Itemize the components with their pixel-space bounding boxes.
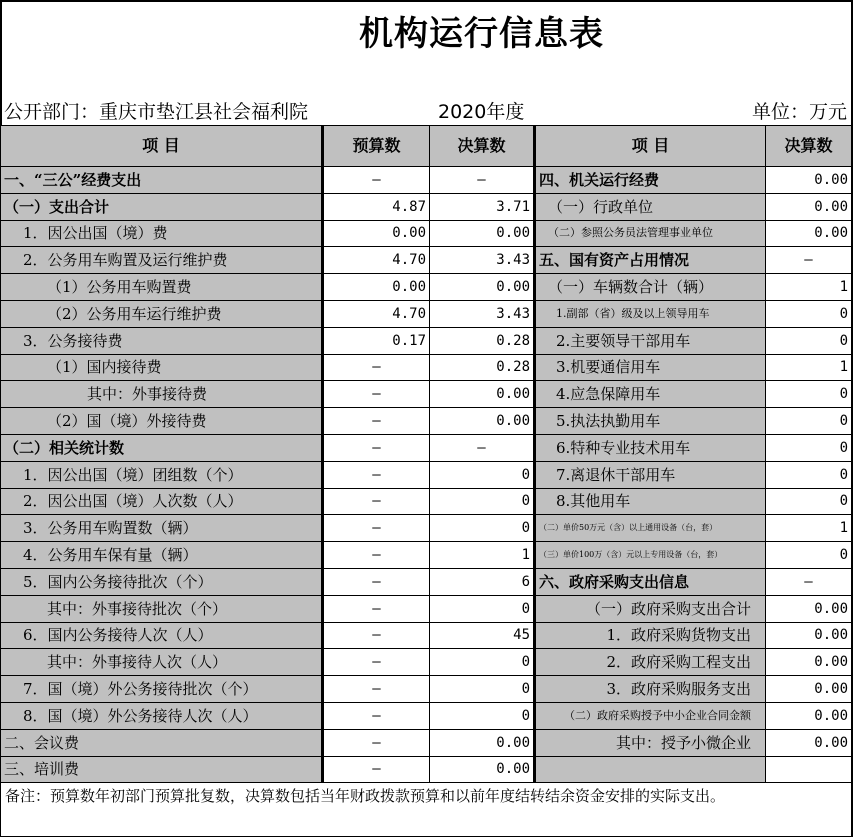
table-row — [1, 568, 852, 595]
row-label: 2．因公出国（境）人次数（人） — [1, 488, 323, 515]
table-row — [1, 461, 852, 488]
budget-cell: — — [323, 515, 430, 542]
right-final-cell: 0.00 — [766, 702, 852, 729]
budget-cell: 4.70 — [323, 300, 430, 327]
page-title: 机构运行信息表 — [359, 14, 604, 54]
info-table — [0, 125, 852, 837]
right-final-cell: 1 — [766, 515, 852, 542]
budget-cell: 4.70 — [323, 247, 430, 274]
row-label: 其中：外事接待人次（人） — [1, 649, 323, 676]
budget-cell: — — [323, 434, 430, 461]
row-label: 1．因公出国（境）费 — [1, 220, 323, 247]
right-final-cell: 0.00 — [766, 167, 852, 194]
table-row — [1, 167, 852, 194]
right-final-cell: — — [766, 568, 852, 595]
row-label: （2）国（境）外接待费 — [1, 408, 323, 435]
right-row-label: （二）政府采购授予中小企业合同金额 — [535, 702, 766, 729]
final-cell: 0.00 — [430, 220, 535, 247]
right-row-label: 四、机关运行经费 — [535, 167, 766, 194]
budget-cell: — — [323, 461, 430, 488]
right-row-label: （二）参照公务员法管理事业单位 — [535, 220, 766, 247]
final-cell: 0 — [430, 702, 535, 729]
row-label: 3．公务接待费 — [1, 327, 323, 354]
right-final-cell: 0 — [766, 408, 852, 435]
right-final-cell: 0 — [766, 461, 852, 488]
right-final-cell: — — [766, 247, 852, 274]
row-label: 7．国（境）外公务接待批次（个） — [1, 676, 323, 703]
right-final-cell: 0 — [766, 327, 852, 354]
row-label: （1）国内接待费 — [1, 354, 323, 381]
table-row — [1, 408, 852, 435]
row-label: 2．公务用车购置及运行维护费 — [1, 247, 323, 274]
final-cell: 0 — [430, 649, 535, 676]
table-row — [1, 274, 852, 301]
budget-cell: — — [323, 702, 430, 729]
table-row — [1, 756, 852, 783]
unit-label: 单位：万元 — [751, 101, 847, 123]
right-row-label — [535, 756, 766, 783]
table-row — [1, 327, 852, 354]
table-row — [1, 729, 852, 756]
final-cell: 45 — [430, 622, 535, 649]
right-final-cell: 0.00 — [766, 649, 852, 676]
right-final-cell — [766, 756, 852, 783]
final-cell: 0 — [430, 595, 535, 622]
row-label: 其中：外事接待费 — [1, 381, 323, 408]
row-label: 8．国（境）外公务接待人次（人） — [1, 702, 323, 729]
budget-cell: 0.17 — [323, 327, 430, 354]
right-row-label: 5.执法执勤用车 — [535, 408, 766, 435]
right-row-label: 8.其他用车 — [535, 488, 766, 515]
row-label: 二、会议费 — [1, 729, 323, 756]
final-cell: 0.00 — [430, 381, 535, 408]
final-cell: 3.43 — [430, 300, 535, 327]
final-cell: 3.43 — [430, 247, 535, 274]
right-row-label: 3．政府采购服务支出 — [535, 676, 766, 703]
final-cell: 0.00 — [430, 274, 535, 301]
header-right-item: 项 目 — [535, 126, 766, 167]
table-row — [1, 676, 852, 703]
year-label: 2020年度 — [438, 101, 525, 123]
row-label: 三、培训费 — [1, 756, 323, 783]
row-label: 5．国内公务接待批次（个） — [1, 568, 323, 595]
table-row — [1, 381, 852, 408]
right-final-cell: 1 — [766, 354, 852, 381]
right-final-cell: 0.00 — [766, 622, 852, 649]
budget-cell: — — [323, 381, 430, 408]
right-row-label: 6.特种专业技术用车 — [535, 434, 766, 461]
right-final-cell: 0 — [766, 300, 852, 327]
right-final-cell: 0 — [766, 488, 852, 515]
final-cell: 0.00 — [430, 756, 535, 783]
right-final-cell: 0.00 — [766, 729, 852, 756]
right-row-label: （一）政府采购支出合计 — [535, 595, 766, 622]
right-row-label: （一）车辆数合计（辆） — [535, 274, 766, 301]
header-left-item: 项 目 — [1, 126, 323, 167]
right-row-label: 3.机要通信用车 — [535, 354, 766, 381]
right-final-cell: 1 — [766, 274, 852, 301]
table-row — [1, 595, 852, 622]
final-cell: 0.28 — [430, 354, 535, 381]
right-final-cell: 0.00 — [766, 193, 852, 220]
right-row-label: 4.应急保障用车 — [535, 381, 766, 408]
right-row-label: 1.副部（省）级及以上领导用车 — [535, 300, 766, 327]
final-cell: 6 — [430, 568, 535, 595]
budget-cell: — — [323, 488, 430, 515]
right-row-label: 其中：授予小微企业 — [535, 729, 766, 756]
row-label: 一、“三公”经费支出 — [1, 167, 323, 194]
budget-cell: — — [323, 408, 430, 435]
right-row-label: 六、政府采购支出信息 — [535, 568, 766, 595]
final-cell: — — [430, 167, 535, 194]
table-row — [1, 193, 852, 220]
header-row — [1, 126, 852, 167]
budget-cell: — — [323, 354, 430, 381]
budget-cell: — — [323, 595, 430, 622]
right-final-cell: 0.00 — [766, 595, 852, 622]
right-final-cell: 0.00 — [766, 220, 852, 247]
table-row — [1, 247, 852, 274]
right-row-label: （一）行政单位 — [535, 193, 766, 220]
row-label: （1）公务用车购置费 — [1, 274, 323, 301]
row-label: 3．公务用车购置数（辆） — [1, 515, 323, 542]
header-right-final: 决算数 — [766, 126, 852, 167]
table-row — [1, 220, 852, 247]
table-row — [1, 622, 852, 649]
right-final-cell: 0 — [766, 381, 852, 408]
footer-row — [1, 783, 852, 837]
final-cell: 1 — [430, 542, 535, 569]
department-label: 公开部门：重庆市垫江县社会福利院 — [4, 101, 309, 123]
row-label: （一）支出合计 — [1, 193, 323, 220]
table-row — [1, 488, 852, 515]
right-row-label: 2．政府采购工程支出 — [535, 649, 766, 676]
footer-note: 备注：预算数年初部门预算批复数，决算数包括当年财政拨款预算和以前年度结转结余资金安排的实际支出。 — [1, 783, 852, 837]
table-row — [1, 515, 852, 542]
row-label: （二）相关统计数 — [1, 434, 323, 461]
table-row — [1, 649, 852, 676]
row-label: 其中：外事接待批次（个） — [1, 595, 323, 622]
row-label: 1．因公出国（境）团组数（个） — [1, 461, 323, 488]
final-cell: 0.00 — [430, 729, 535, 756]
final-cell: 0 — [430, 515, 535, 542]
budget-cell: — — [323, 568, 430, 595]
budget-cell: — — [323, 756, 430, 783]
right-row-label: （三）单价100万（含）元以上专用设备（台，套） — [535, 542, 766, 569]
right-row-label: （二）单价50万元（含）以上通用设备（台，套） — [535, 515, 766, 542]
row-label: （2）公务用车运行维护费 — [1, 300, 323, 327]
budget-cell: — — [323, 729, 430, 756]
budget-cell: — — [323, 676, 430, 703]
budget-cell: — — [323, 167, 430, 194]
right-row-label: 2.主要领导干部用车 — [535, 327, 766, 354]
final-cell: 0.28 — [430, 327, 535, 354]
table-row — [1, 354, 852, 381]
right-final-cell: 0.00 — [766, 676, 852, 703]
final-cell: — — [430, 434, 535, 461]
right-row-label: 7.离退休干部用车 — [535, 461, 766, 488]
final-cell: 3.71 — [430, 193, 535, 220]
final-cell: 0 — [430, 461, 535, 488]
budget-cell: — — [323, 622, 430, 649]
final-cell: 0 — [430, 676, 535, 703]
header-budget: 预算数 — [323, 126, 430, 167]
table-row — [1, 542, 852, 569]
budget-cell: 0.00 — [323, 220, 430, 247]
right-final-cell: 0 — [766, 542, 852, 569]
table-row — [1, 300, 852, 327]
row-label: 6．国内公务接待人次（人） — [1, 622, 323, 649]
table-row — [1, 702, 852, 729]
right-row-label: 1．政府采购货物支出 — [535, 622, 766, 649]
header-final: 决算数 — [430, 126, 535, 167]
table-row — [1, 434, 852, 461]
right-final-cell: 0 — [766, 434, 852, 461]
final-cell: 0 — [430, 488, 535, 515]
budget-cell: 0.00 — [323, 274, 430, 301]
budget-cell: — — [323, 542, 430, 569]
final-cell: 0.00 — [430, 408, 535, 435]
budget-cell: 4.87 — [323, 193, 430, 220]
right-row-label: 五、国有资产占用情况 — [535, 247, 766, 274]
row-label: 4．公务用车保有量（辆） — [1, 542, 323, 569]
budget-cell: — — [323, 649, 430, 676]
